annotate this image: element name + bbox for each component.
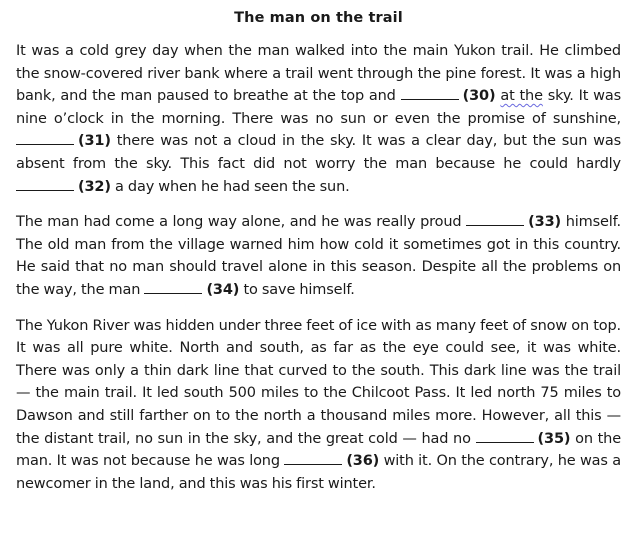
text-segment: It was a cold grey day when the man walked into the main Yukon trail. He climbed the snow-covered river bank where a trail went through the pine forest. It was a high bank, and the man paused to breathe at the top and <box>16 43 621 105</box>
blank-line <box>476 431 534 443</box>
document-page <box>16 8 621 508</box>
paragraph-3 <box>16 315 621 496</box>
text-segment: sky. It was nine o’clock in the morning. There was no sun or even the promise of sunshine, <box>16 88 621 127</box>
gap-35[interactable] <box>476 431 571 447</box>
blank-line <box>16 133 74 145</box>
text-segment: with it. On the contrary, he was a newcomer in the land, and this was his first winter. <box>16 453 621 492</box>
text-segment: on the man. It was not because he was long <box>16 430 621 470</box>
spellcheck-underlined-text: at the <box>500 88 543 105</box>
text-segment: himself. The old man from the village warned him how cold it sometimes got in this country. He said that no man should travel alone in this season. Despite all the problems on the way, the man <box>16 214 621 298</box>
gap-34[interactable] <box>144 282 239 298</box>
text-segment: there was not a cloud in the sky. It was a clear day, but the sun was absent from the sky. This fact did not worry the man because he could hardly <box>16 133 621 172</box>
gap-31[interactable] <box>16 133 111 149</box>
gap-33[interactable] <box>466 214 561 230</box>
gap-30[interactable] <box>401 88 496 104</box>
blank-line <box>284 453 342 465</box>
blank-line <box>144 282 202 294</box>
gap-number: (32) <box>78 178 111 195</box>
gap-number: (31) <box>78 133 111 150</box>
text-segment: The man had come a long way alone, and he was really proud <box>16 214 462 231</box>
text-segment: a day when he had seen the sun. <box>115 178 350 195</box>
text-segment: to save himself. <box>243 281 355 298</box>
gap-number: (30) <box>462 88 496 105</box>
blank-line <box>16 179 74 191</box>
gap-36[interactable] <box>284 453 379 469</box>
paragraph-1 <box>16 40 621 198</box>
blank-line <box>466 214 524 226</box>
page-title: The man on the trail <box>234 10 403 26</box>
gap-number: (34) <box>206 281 240 298</box>
gap-number: (35) <box>537 430 571 447</box>
blank-line <box>401 88 459 100</box>
gap-number: (36) <box>346 453 380 470</box>
gap-number: (33) <box>528 214 561 231</box>
paragraph-2 <box>16 211 621 301</box>
gap-32[interactable] <box>16 179 111 195</box>
text-segment: The Yukon River was hidden under three feet of ice with as many feet of snow on top. It was all pure white. North and south, as far as the eye could see, it was white. There was only a thin dark line that curved to the south. This dark line was the trail — the main trail. It led south 500 miles to the Chilcoot Pass. It led north 75 miles to Dawson and still farther on to the north a thousand miles more. However, all this — the distant trail, no sun in the sky, and the great cold — had no <box>16 317 621 447</box>
